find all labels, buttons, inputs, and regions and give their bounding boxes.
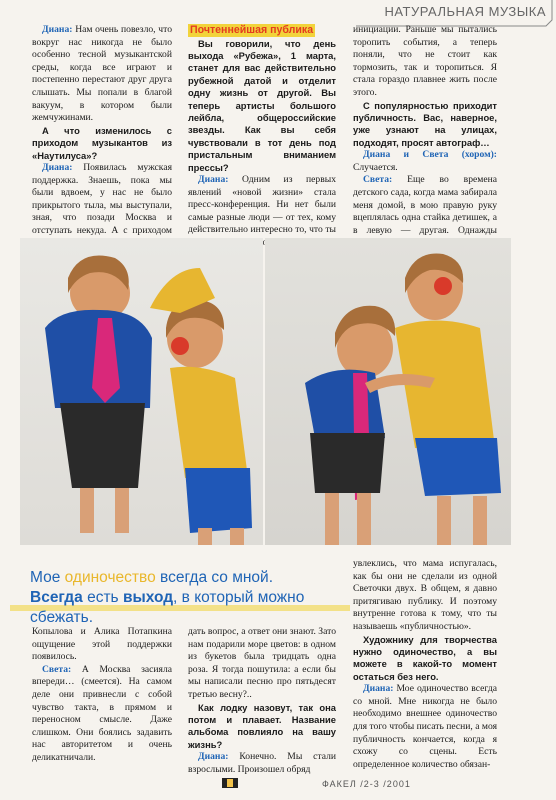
pullquote-text: , в который можно сбежать. [30, 589, 305, 626]
footer-issue: ФАКЕЛ /2-3 /2001 [322, 779, 411, 789]
pullquote-text: всегда со мной. [155, 569, 274, 586]
pullquote-text: есть [82, 589, 123, 606]
subheading: Почтеннейшая публика [190, 24, 314, 36]
bottom-column-2 [188, 626, 336, 776]
page-marker-accent [227, 779, 233, 787]
paragraph [32, 24, 172, 125]
paragraph: дать вопрос, а ответ они знают. Зато нам подарили море цветов: в одном из букетов была тридцать одна роза. Я тогда пошутила: а если бы мы написали песню про пятьдесят третью весну?.. [188, 626, 336, 700]
paragraph [32, 162, 172, 250]
speaker-label: Диана: [42, 24, 73, 35]
pullquote-emphasis: Всегда [30, 589, 83, 606]
paragraph-text: Мое одиночество всегда со мной. Мне никогда не было необходимо внешнее одиночество для того чтобы писать песни, а моя публичность кончается, когда я схожу со сцены. Есть определенное количество обязан- [353, 683, 497, 770]
section-header: НАТУРАЛЬНАЯ МУЗЫКА [384, 4, 546, 19]
paragraph-text: Появилась мужская поддержка. Знаешь, пока мы были вдвоем, у нас не было прикрытого тыла, мы выступали, зная, что позади Москва и отступать некуда. А с приходом [32, 161, 172, 236]
paragraph [353, 683, 497, 771]
speaker-label: Диана: [363, 683, 394, 695]
pullquote-emphasis: выход [122, 589, 174, 606]
paragraph [32, 664, 172, 765]
interview-question: С популярностью приходит публичность. Вас, наверное, уже узнают на улицах, подходят, просят автограф… [353, 99, 497, 148]
photo-left [20, 238, 263, 545]
top-column-1 [32, 24, 172, 250]
pullquote-emphasis: одиночество [64, 569, 156, 586]
speaker-label: Диана: [198, 174, 229, 186]
paragraph-text: А Москва засияла впереди… (смеется). На самом деле они привнесли с собой чувство такта, в прямом и переносном смысле. Даже слишком. Они боялись задавить нас авторитетом и очень деликатничали. [32, 663, 172, 763]
speaker-label: Диана: [42, 161, 73, 173]
duo-photo-left-illustration [20, 238, 263, 545]
photo-right [265, 238, 511, 545]
paragraph: увлеклись, что мама испугалась, как бы они не сделали из одной Светочки двух. В общем, я давно притягиваю публику. И поэтому внутренне готова к тому, что ты называешь «публичностью». [353, 558, 497, 632]
interview-question: А что изменилось с приходом музыкантов из «Наутилуса»? [32, 124, 172, 161]
top-column-2 [188, 24, 336, 250]
duo-photo-right-illustration [265, 238, 511, 545]
interview-question: Художнику для творчества нужно одиночество, а вы можете в какой-то момент остаться без него. [353, 633, 497, 682]
paragraph-text: Нам очень повезло, что вокруг нас никогда не было особенно тесной музыкантской среды, когда все играют и постепенно перестают друг друга слышать. Мы попали в благой вакуум, в котором были жемчужинами. [32, 24, 172, 124]
paragraph-text: Одним из первых явлений «новой жизни» стала пресс-конференция. Ни нет были самые разные люди — от тех, кому действительно интересно то, что ты [188, 174, 336, 236]
paragraph-text: Конечно. Мы стали взрослыми. Произошел обряд [188, 751, 336, 775]
speaker-label: Диана и Света (хором): [363, 149, 497, 161]
bottom-column-1 [32, 626, 172, 765]
interview-question: Вы говорили, что день выхода «Рубежа», 1 марта, станет для вас действительно рубежной датой и отделит одну жизнь от другой. Вы теперь артисты большого лейбла, общероссийские звезды. Как вы себя чувствовали в тот день под пристальным вниманием прессы? [188, 37, 336, 173]
paragraph-text: Случается. [353, 161, 398, 173]
paragraph: инициации. Раньше мы пытались торопить события, а теперь поняли, что не стоит как тормозить, так и торопиться. Я стала гораздо плавнее жить после этого. [353, 24, 497, 98]
top-column-3 [353, 24, 497, 250]
bottom-column-3 [353, 558, 497, 771]
paragraph [188, 751, 336, 776]
interview-question: Как лодку назовут, так она потом и плавает. Название альбома повлияло на вашу жизнь? [188, 701, 336, 750]
speaker-label: Света: [363, 174, 393, 186]
speaker-label: Света: [42, 663, 72, 675]
pull-quote [30, 568, 330, 628]
pullquote-text: Мое [30, 569, 65, 586]
paragraph: Копылова и Алика Потапкина ощущение этой поддержки появилось. [32, 626, 172, 663]
paragraph-text: Еще во времена детского сада, когда мама забирала меня домой, в мою правую руку вцеплялась одна стайка детишек, а в левую — другая. Однажды [353, 174, 497, 236]
speaker-label: Диана: [198, 751, 229, 763]
paragraph [353, 149, 497, 174]
